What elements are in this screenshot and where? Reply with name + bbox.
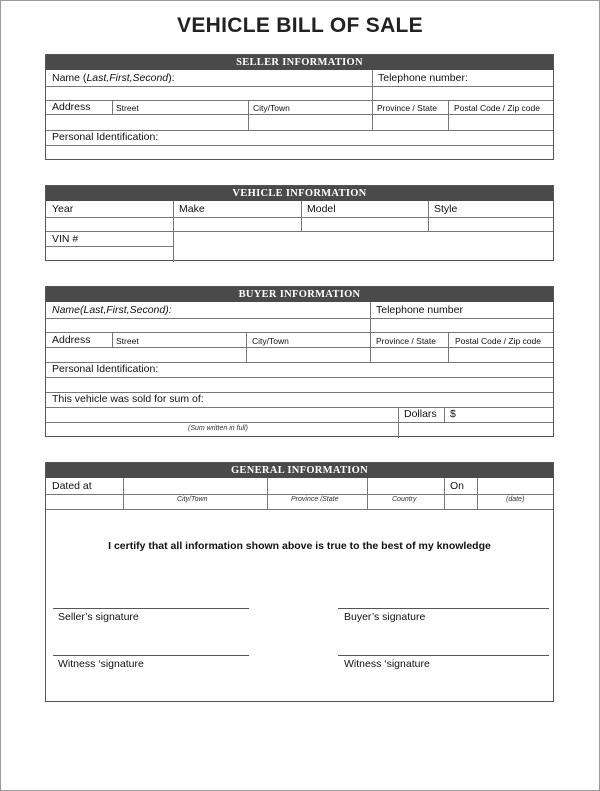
buyer-witness-signature-label: Witness ‘signature	[344, 658, 430, 670]
buyer-province-label: Province / State	[376, 336, 437, 346]
seller-signature-label: Seller’s signature	[58, 611, 139, 623]
general-city-hint: City/Town	[177, 496, 208, 503]
vehicle-header: VEHICLE INFORMATION	[46, 186, 553, 201]
buyer-personal-id-label: Personal Identification:	[52, 363, 159, 375]
buyer-city-label: City/Town	[252, 336, 289, 346]
general-country-hint: Country	[392, 496, 417, 503]
certification-statement: I certify that all information shown above is true to the best of my knowledge	[108, 540, 491, 552]
seller-street-label: Street	[116, 103, 139, 113]
page-title: VEHICLE BILL OF SALE	[177, 14, 423, 37]
vehicle-year-label: Year	[52, 203, 74, 215]
seller-personal-id-label: Personal Identification:	[52, 131, 159, 143]
buyer-section	[45, 286, 554, 437]
buyer-dollars-label: Dollars	[404, 408, 437, 420]
buyer-sold-for-label: This vehicle was sold for sum of:	[52, 393, 204, 405]
buyer-signature-line[interactable]	[338, 608, 549, 609]
buyer-name-label: Name(Last,First,Second):	[52, 304, 172, 316]
buyer-postal-label: Postal Code / Zip code	[455, 336, 541, 346]
buyer-street-label: Street	[116, 336, 139, 346]
buyer-sum-hint: (Sum written in full)	[188, 425, 248, 432]
vehicle-make-label: Make	[179, 203, 205, 215]
seller-telephone-label: Telephone number:	[378, 72, 468, 84]
general-date-hint: (date)	[506, 496, 525, 503]
buyer-dollar-sign: $	[450, 408, 456, 420]
buyer-address-label: Address	[52, 334, 91, 346]
seller-section	[45, 54, 554, 160]
seller-witness-signature-line[interactable]	[53, 655, 249, 656]
general-header: GENERAL INFORMATION	[46, 463, 553, 478]
seller-header: SELLER INFORMATION	[46, 55, 553, 70]
general-on-label: On	[450, 480, 465, 492]
seller-postal-label: Postal Code / Zip code	[454, 103, 540, 113]
general-dated-at-label: Dated at	[52, 480, 92, 492]
seller-address-label: Address	[52, 101, 91, 113]
vehicle-section	[45, 185, 554, 261]
vehicle-style-label: Style	[434, 203, 458, 215]
general-province-hint: Province /State	[291, 496, 339, 503]
vehicle-model-label: Model	[307, 203, 336, 215]
seller-name-label: Name (Last,First,Second):	[52, 72, 175, 84]
buyer-signature-label: Buyer’s signature	[344, 611, 426, 623]
vehicle-vin-label: VIN #	[52, 233, 79, 245]
buyer-header: BUYER INFORMATION	[46, 287, 553, 302]
buyer-telephone-label: Telephone number	[376, 304, 463, 316]
seller-witness-signature-label: Witness ‘signature	[58, 658, 144, 670]
seller-signature-line[interactable]	[53, 608, 249, 609]
general-section	[45, 462, 554, 702]
seller-province-label: Province / State	[377, 103, 438, 113]
buyer-witness-signature-line[interactable]	[338, 655, 549, 656]
seller-city-label: City/Town	[253, 103, 290, 113]
